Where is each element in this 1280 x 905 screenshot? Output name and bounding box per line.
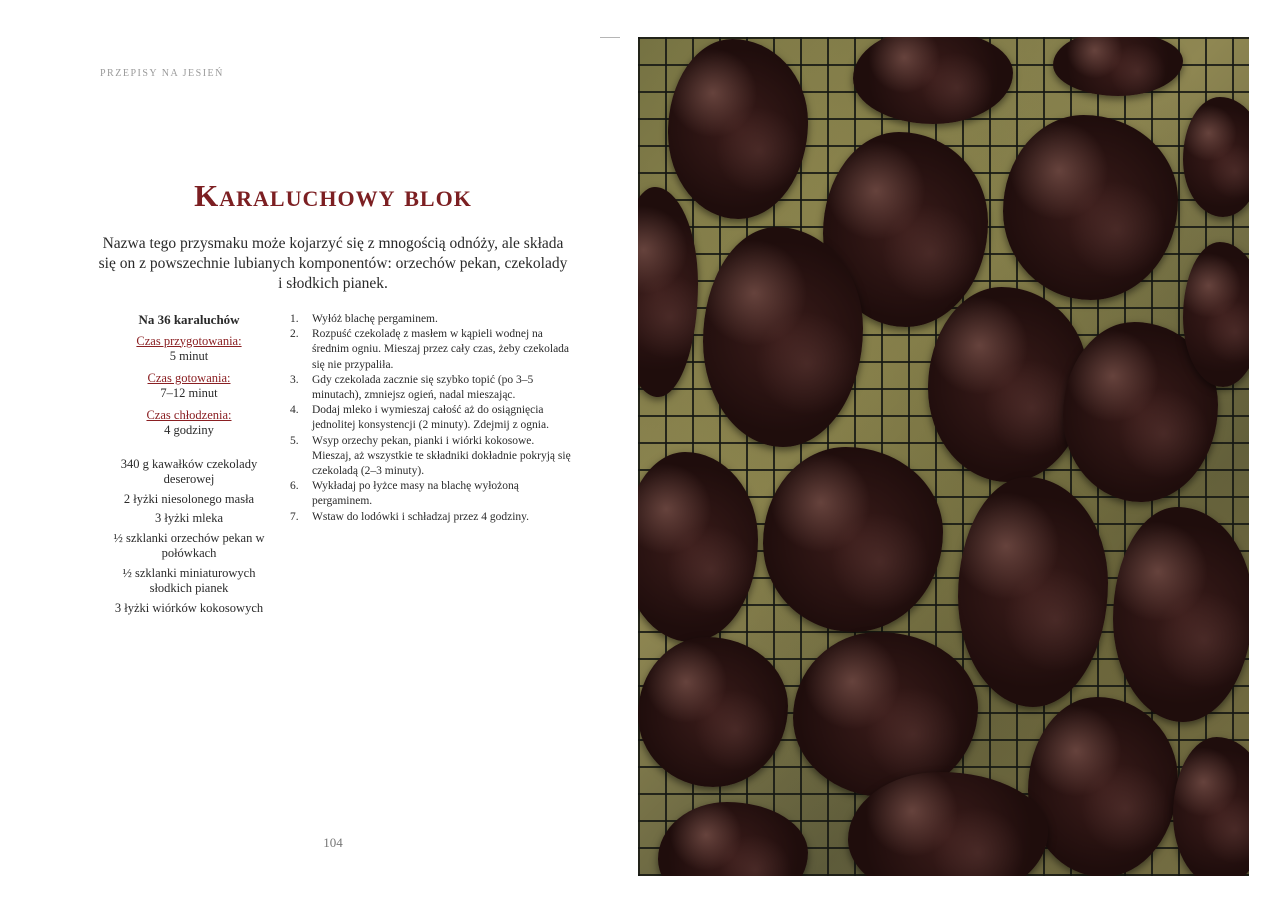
instruction-step (290, 510, 572, 525)
chocolate-cluster (1113, 507, 1249, 722)
ingredient-item: 3 łyżki mleka (154, 511, 224, 525)
spine-mark (600, 37, 620, 38)
ingredient-list (104, 457, 274, 617)
ingredient-item: ½ szklanki orzechów pekan w połówkach (113, 530, 265, 560)
step-number: 1. (290, 313, 299, 325)
chocolate-clusters-photo (638, 37, 1249, 876)
recipe-intro: Nazwa tego przysmaku może kojarzyć się z mnogością odnóży, ale składa się on z powszechnie lubianych komponentów: orzechów pekan, czekolady i słodkich pianek. (98, 235, 568, 292)
chocolate-cluster (1028, 697, 1178, 876)
step-number: 2. (290, 328, 299, 341)
cook-time-label: Czas gotowania: (147, 370, 231, 385)
step-text: Wykładaj po łyżce masy na blachę wyłożoną pergaminem. (312, 480, 519, 508)
cook-time-value: 7–12 minut (160, 386, 218, 400)
chill-time-value: 4 godziny (164, 423, 214, 437)
recipe-title: Karaluchowy blok (194, 178, 472, 213)
step-number: 5. (290, 434, 299, 447)
step-text: Wsyp orzechy pekan, pianki i wiórki kokosowe. Mieszaj, aż wszystkie te składniki dokładnie pokryją się czekoladą (2–3 minuty). (312, 434, 571, 478)
step-number: 3. (290, 373, 299, 386)
step-number: 4. (290, 404, 299, 417)
ingredient-item: ½ szklanki miniaturowych słodkich pianek (122, 565, 256, 595)
step-text: Wstaw do lodówki i schładzaj przez 4 godziny. (312, 510, 530, 523)
instruction-step (290, 312, 572, 327)
step-text: Dodaj mleko i wymieszaj całość aż do osiągnięcia jednolitej konsystencji (2 minuty). Zdejmij z ognia. (312, 404, 549, 432)
ingredient-item: 340 g kawałków czekolady deserowej (120, 456, 258, 486)
prep-time-label: Czas przygotowania: (136, 333, 242, 348)
instruction-step (290, 373, 572, 403)
instruction-step (290, 327, 572, 373)
instruction-step (290, 434, 572, 480)
running-head: PRZEPISY NA JESIEŃ (100, 68, 224, 79)
right-page (620, 0, 1280, 905)
step-number: 7. (290, 510, 299, 523)
ingredient-item: 2 łyżki niesolonego masła (123, 491, 255, 506)
yield: Na 36 karaluchów (138, 312, 240, 327)
ingredient-item: 3 łyżki wiórków kokosowych (114, 600, 264, 615)
instruction-step (290, 479, 572, 509)
page-number: 104 (323, 835, 343, 850)
recipe-sidebar (104, 312, 274, 620)
prep-time-value: 5 minut (169, 349, 209, 363)
left-page (0, 0, 620, 905)
step-text: Wyłóż blachę pergaminem. (312, 313, 438, 325)
step-text: Rozpuść czekoladę z masłem w kąpieli wodnej na średnim ogniu. Mieszaj przez cały czas, żeby czekolada się nie przypaliła. (312, 328, 570, 371)
instruction-list (290, 312, 572, 525)
step-number: 6. (290, 480, 299, 493)
step-text: Gdy czekolada zacznie się szybko topić (po 3–5 minutach), zmniejsz ogień, nadal mieszając. (312, 373, 534, 402)
instruction-step (290, 403, 572, 433)
chill-time-label: Czas chłodzenia: (146, 407, 232, 422)
